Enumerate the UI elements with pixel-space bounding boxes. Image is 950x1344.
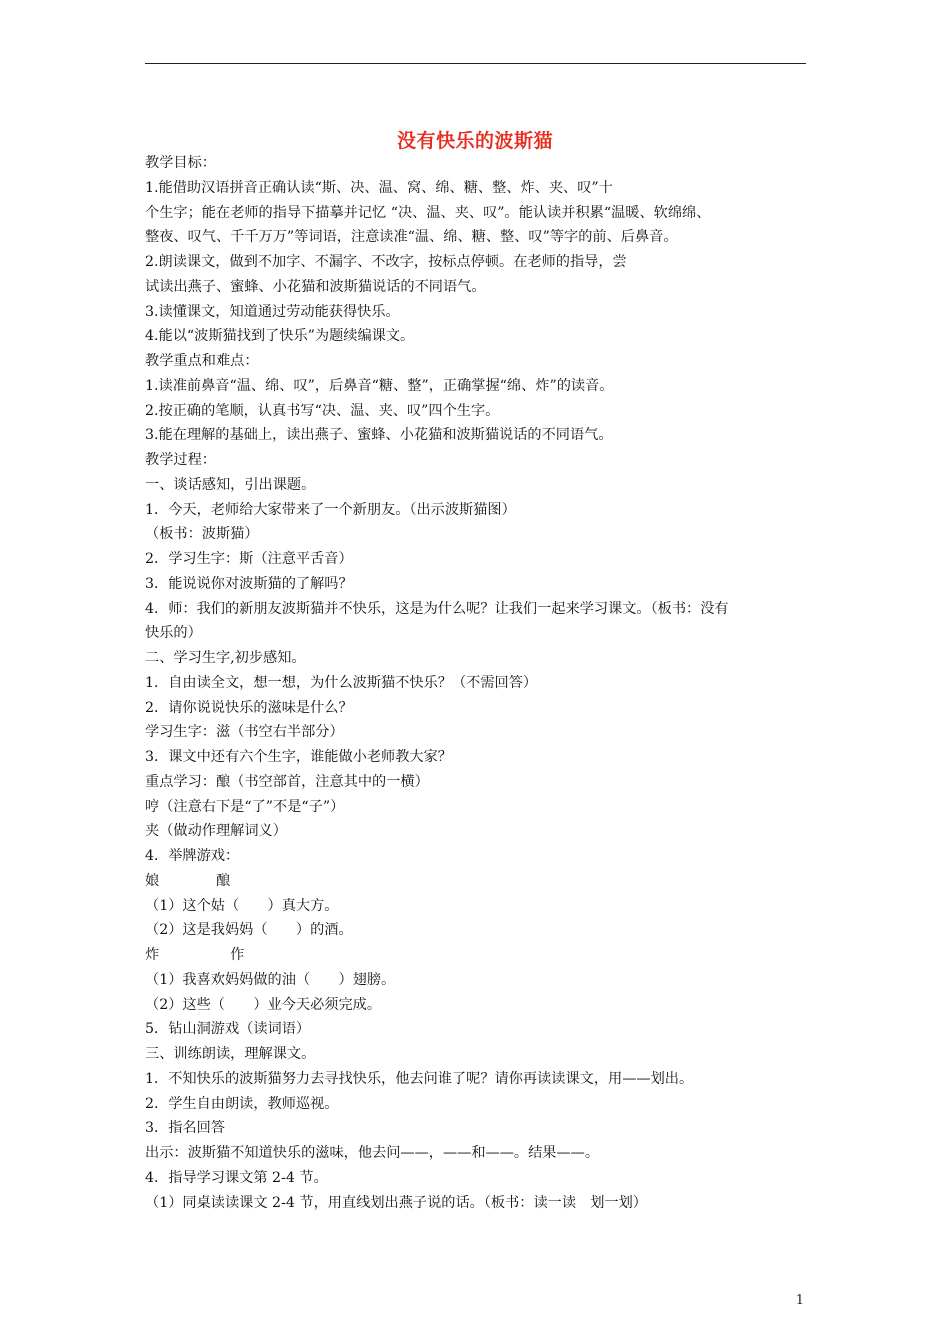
text-line: 3．指名回答 [145, 1120, 225, 1137]
text-line: 三、训练朗读，理解课文。 [145, 1046, 316, 1062]
document-title: 没有快乐的波斯猫 [396, 130, 553, 152]
text-line: 快乐的） [145, 625, 202, 642]
page-number: 1 [795, 1293, 804, 1308]
text-line: 哼（注意右下是“了”不是“子”） [145, 798, 345, 815]
text-line: 1.能借助汉语拼音正确认读“斯、决、温、窝、绵、糖、整、炸、夹、叹”十 [145, 179, 613, 196]
text-line: 出示：波斯猫不知道快乐的滋味，他去问——，——和——。结果——。 [145, 1145, 600, 1161]
text-line: （2）这是我妈妈（ ）的酒。 [145, 922, 353, 939]
text-line: 学习生字：滋（书空右半部分） [145, 724, 344, 741]
text-line: 4．指导学习课文第 2-4 节。 [145, 1169, 328, 1186]
text-line: 整夜、叹气、千千万万”等词语，注意读准“温、绵、糖、整、叹”等字的前、后鼻音。 [145, 229, 678, 246]
text-line: 2.朗读课文，做到不加字、不漏字、不改字，按标点停顿。在老师的指导，尝 [145, 254, 627, 270]
text-line: 炸 作 [145, 947, 245, 963]
text-line: 4．师：我们的新朋友波斯猫并不快乐，这是为什么呢？让我们一起来学习课文。（板书：没有 [145, 600, 729, 617]
text-line: 4．举牌游戏： [145, 848, 240, 864]
text-line: 1.读准前鼻音“温、绵、叹”，后鼻音“糖、整”，正确掌握“绵、炸”的读音。 [145, 377, 614, 394]
text-line: 1．不知快乐的波斯猫努力去寻找快乐，他去问谁了呢？请你再读读课文，用——划出。 [145, 1070, 694, 1087]
text-line: 夹（做动作理解词义） [145, 823, 287, 840]
text-line: （1）我喜欢妈妈做的油（ ）翅膀。 [145, 971, 396, 988]
text-line: 个生字；能在老师的指导下描摹并记忆 “决、温、夹、叹”。能认读并积累“温暖、软绵绵、 [145, 204, 711, 221]
text-line: 1．自由读全文，想一想，为什么波斯猫不快乐？（不需回答） [145, 674, 538, 691]
text-line: （1）同桌读读课文 2-4 节，用直线划出燕子说的话。（板书：读一读 划一划） [145, 1194, 647, 1211]
text-line: 教学重点和难点： [145, 353, 259, 369]
text-line: （2）这些（ ）业今天必须完成。 [145, 996, 382, 1013]
text-line: 一、谈话感知，引出课题。 [145, 476, 316, 493]
text-line: 3．课文中还有六个生字，谁能做小老师教大家？ [145, 749, 452, 765]
text-line: （1）这个姑（ ）真大方。 [145, 897, 339, 914]
text-line: 重点学习：酿（书空部首，注意其中的一横） [145, 773, 429, 790]
text-line: 教学过程： [145, 452, 216, 468]
text-line: 2．学习生字：斯（注意平舌音） [145, 551, 353, 567]
text-line: 教学目标： [145, 155, 216, 171]
text-line: 4.能以“波斯猫找到了快乐”为题续编课文。 [145, 328, 415, 345]
text-line: 5．钻山洞游戏（读词语） [145, 1021, 311, 1038]
document-body [145, 151, 810, 1215]
text-line: 二、学习生字,初步感知。 [145, 650, 306, 666]
text-line: 1．今天，老师给大家带来了一个新朋友。（出示波斯猫图） [145, 501, 516, 518]
text-line: 3.能在理解的基础上，读出燕子、蜜蜂、小花猫和波斯猫说话的不同语气。 [145, 427, 613, 444]
text-line: 试读出燕子、蜜蜂、小花猫和波斯猫说话的不同语气。 [145, 278, 486, 295]
text-line: 3．能说说你对波斯猫的了解吗？ [145, 575, 353, 592]
header-rule [145, 63, 806, 64]
text-line: 2．请你说说快乐的滋味是什么？ [145, 699, 353, 716]
text-line: 2．学生自由朗读，教师巡视。 [145, 1095, 339, 1112]
text-line: 娘 酿 [145, 872, 231, 889]
text-line: 2.按正确的笔顺，认真书写“决、温、夹、叹”四个生字。 [145, 402, 500, 419]
text-line: （板书：波斯猫） [145, 526, 259, 543]
text-line: 3.读懂课文，知道通过劳动能获得快乐。 [145, 303, 400, 320]
